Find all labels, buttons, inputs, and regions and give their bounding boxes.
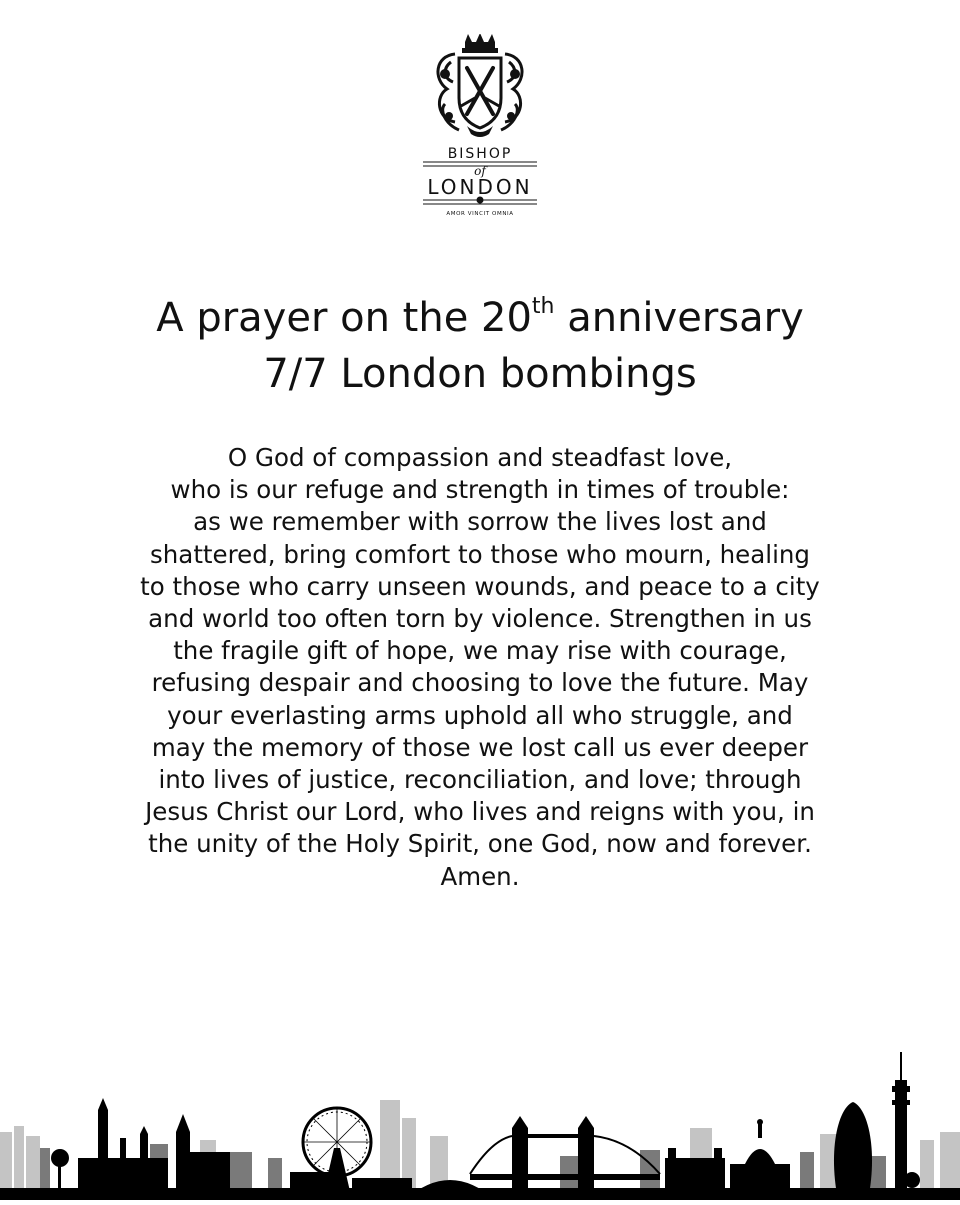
logo-motto: AMOR VINCIT OMNIA — [446, 211, 514, 217]
prayer-line: the fragile gift of hope, we may rise with courage, — [173, 636, 787, 666]
skyline-svg — [0, 1040, 960, 1200]
logo-line-bishop: BISHOP — [447, 146, 513, 162]
coat-of-arms-crest — [415, 34, 545, 220]
prayer-line: and world too often torn by violence. Strengthen in us — [148, 604, 812, 634]
prayer-line: into lives of justice, reconciliation, and love; through — [158, 765, 802, 795]
bishop-of-london-logo — [415, 34, 545, 220]
logo-line-london: LONDON — [427, 175, 533, 199]
prayer-line: who is our refuge and strength in times of trouble: — [170, 475, 790, 505]
prayer-line: refusing despair and choosing to love the future. May — [151, 668, 809, 698]
foreground-landmarks — [0, 1052, 960, 1200]
title-line-1 — [0, 290, 960, 346]
prayer-line: the unity of the Holy Spirit, one God, now and forever. — [148, 829, 812, 859]
london-skyline-illustration — [0, 1040, 960, 1200]
prayer-line: to those who carry unseen wounds, and peace to a city — [140, 571, 820, 601]
title-superscript: th — [531, 294, 555, 319]
prayer-line: shattered, bring comfort to those who mourn, healing — [150, 539, 810, 569]
title-suffix: anniversary — [554, 295, 804, 341]
prayer-line: your everlasting arms uphold all who struggle, and — [167, 700, 793, 730]
page-title — [0, 290, 960, 402]
london-eye-wheel — [303, 1108, 371, 1176]
prayer-text — [60, 442, 900, 893]
prayer-line: Jesus Christ our Lord, who lives and reigns with you, in — [145, 797, 815, 827]
prayer-line: may the memory of those we lost call us ever deeper — [151, 732, 809, 762]
prayer-line: as we remember with sorrow the lives lost and — [193, 507, 767, 537]
logo-line-of: of — [474, 164, 486, 178]
prayer-line: O God of compassion and steadfast love, — [227, 443, 733, 472]
title-line-2: 7/7 London bombings — [263, 351, 697, 397]
prayer-amen: Amen. — [440, 861, 520, 891]
title-prefix: A prayer on the 20 — [156, 295, 532, 341]
